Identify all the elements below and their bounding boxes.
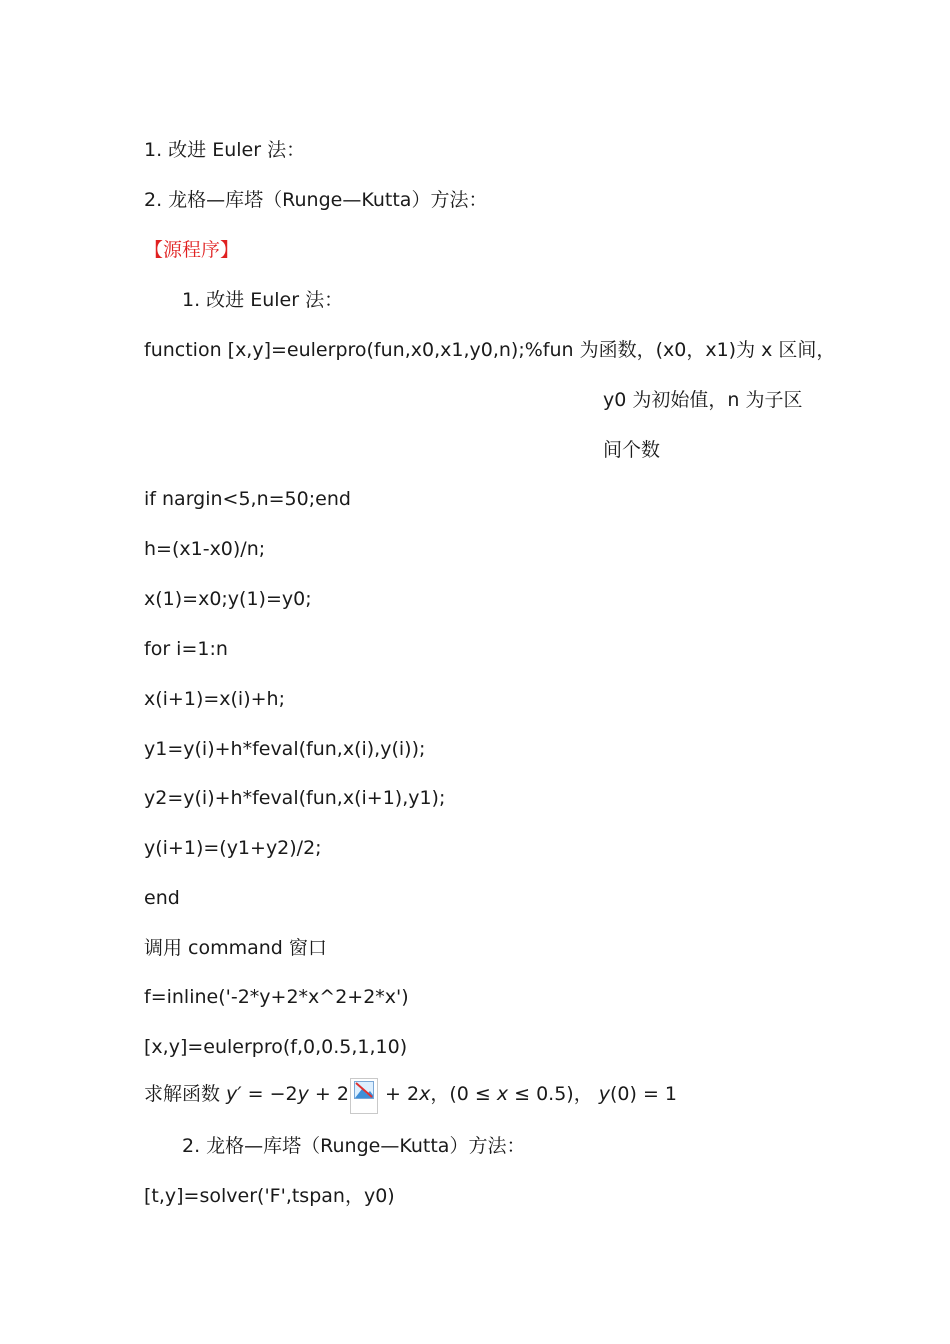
code-line-solver: [t,y]=solver('F',tspan，y0) [144, 1185, 395, 1207]
code-line-h: h=(x1-x0)/n; [144, 538, 266, 560]
subheading-runge-kutta: 2. 龙格—库塔（Runge—Kutta）方法： [182, 1135, 526, 1157]
code-line-y1: y1=y(i)+h*feval(fun,x(i),y(i)); [144, 738, 426, 760]
equation-x: x [419, 1083, 431, 1105]
equation-range-x: x [496, 1083, 509, 1105]
section-source-code: 【源程序】 [144, 239, 240, 261]
equation-plus2: + 2 [308, 1083, 349, 1105]
code-line-nargin: if nargin<5,n=50;end [144, 488, 351, 510]
code-line-call: [x,y]=eulerpro(f,0,0.5,1,10) [144, 1036, 408, 1058]
code-line-y-avg: y(i+1)=(y1+y2)/2; [144, 837, 322, 859]
code-line-inline: f=inline('-2*y+2*x^2+2*x') [144, 986, 409, 1008]
code-line-for: for i=1:n [144, 638, 228, 660]
equation-y: y [297, 1083, 309, 1105]
equation-init-y: y [598, 1083, 610, 1105]
heading-improved-euler: 1. 改进 Euler 法： [144, 139, 306, 161]
equation-line [144, 1078, 677, 1114]
heading-runge-kutta: 2. 龙格—库塔（Runge—Kutta）方法： [144, 189, 488, 211]
code-line-init: x(1)=x0;y(1)=y0; [144, 588, 312, 610]
code-line-end: end [144, 887, 180, 909]
call-command-window: 调用 command 窗口 [144, 937, 327, 959]
code-line-x-step: x(i+1)=x(i)+h; [144, 688, 285, 710]
code-comment-cont-2: 间个数 [603, 439, 661, 461]
code-comment-cont-1: y0 为初始值，n 为子区 [603, 389, 803, 411]
equation-init-rest: (0) = 1 [610, 1083, 678, 1105]
equation-after-img: + 2 [378, 1083, 420, 1105]
broken-image-icon [350, 1078, 378, 1114]
equation-eq: = −2 [241, 1083, 298, 1105]
code-line-y2: y2=y(i)+h*feval(fun,x(i+1),y1); [144, 787, 446, 809]
equation-range-close: ≤ 0.5)， [508, 1083, 599, 1105]
equation-prefix: 求解函数 [144, 1083, 227, 1105]
equation-range-open: ，(0 ≤ [430, 1083, 497, 1105]
equation-lhs: y′ [226, 1083, 242, 1105]
code-function-signature: function [x,y]=eulerpro(fun,x0,x1,y0,n);%fun 为函数，(x0，x1)为 x 区间， [144, 339, 836, 361]
subheading-improved-euler: 1. 改进 Euler 法： [182, 289, 344, 311]
